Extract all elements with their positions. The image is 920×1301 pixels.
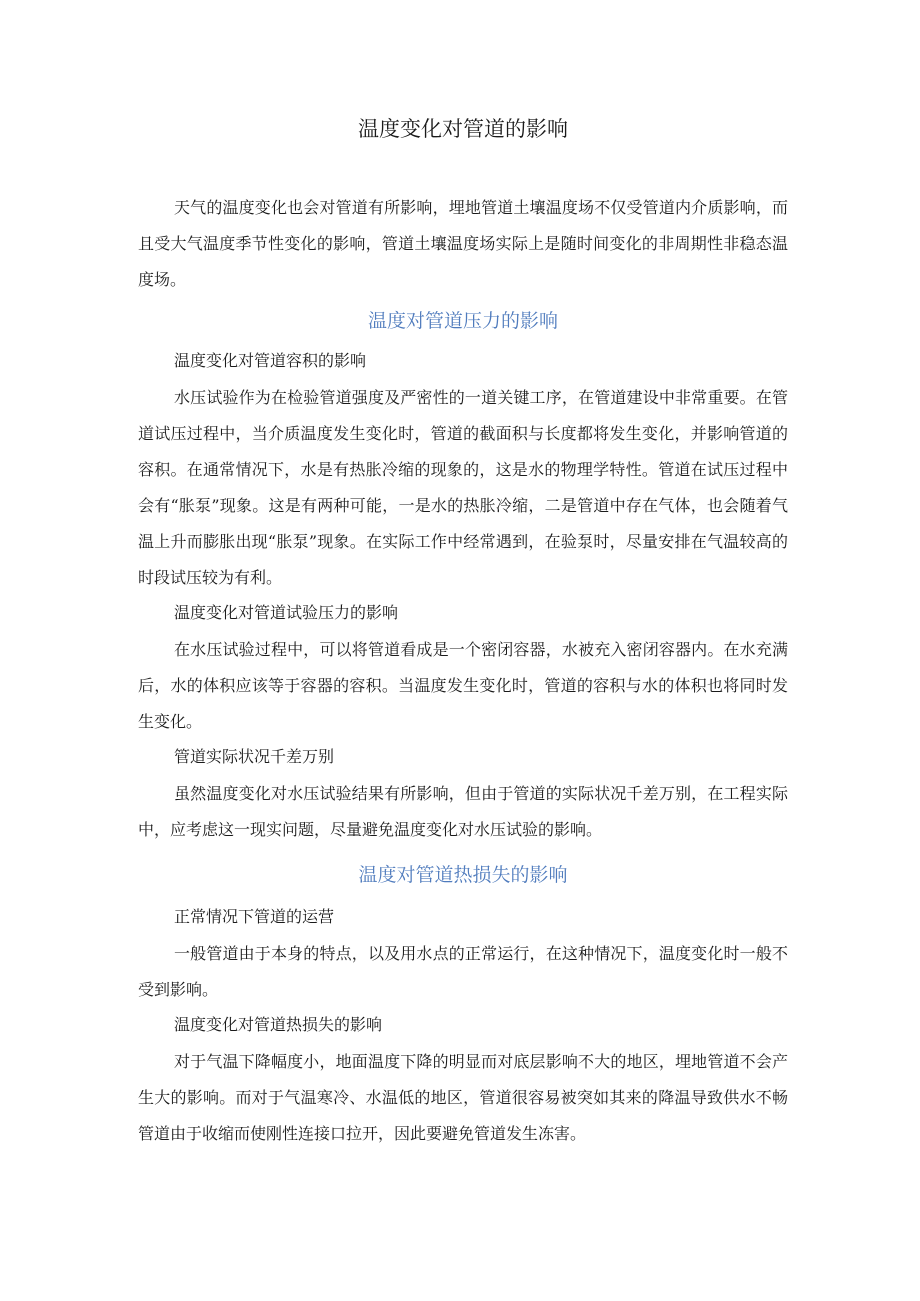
subsection-body-normal-operation: 一般管道由于本身的特点，以及用水点的正常运行，在这种情况下，温度变化时一般不受到影响。 (138, 944, 788, 999)
subsection-heading-test-pressure: 温度变化对管道试验压力的影响 (174, 603, 399, 622)
intro-paragraph: 天气的温度变化也会对管道有所影响，埋地管道土壤温度场不仅受管道内介质影响，而且受大气温度季节性变化的影响，管道土壤温度场实际上是随时间变化的非周期性非稳态温度场。 (138, 198, 788, 289)
subsection-heading-volume: 温度变化对管道容积的影响 (174, 351, 367, 370)
subsection-heading-heat-loss-effect: 温度变化对管道热损失的影响 (174, 1015, 383, 1034)
subsection-body-heat-loss-effect: 对于气温下降幅度小，地面温度下降的明显而对底层影响不大的地区，埋地管道不会产生大的影响。而对于气温寒冷、水温低的地区，管道很容易被突如其来的降温导致供水不畅管道由于收缩而使刚性连接口拉开，因此要避免管道发生冻害。 (138, 1052, 788, 1143)
subsection-body-volume: 水压试验作为在检验管道强度及严密性的一道关键工序，在管道建设中非常重要。在管道试压过程中，当介质温度发生变化时，管道的截面积与长度都将发生变化，并影响管道的容积。在通常情况下，水是有热胀冷缩的现象的，这是水的物理学特性。管道在试压过程中会有“胀泵”现象。这是有两种可能，一是水的热胀冷缩，二是管道中存在气体，也会随着气温上升而膨胀出现“胀泵”现象。在实际工作中经常遇到，在验泵时，尽量安排在气温较高的时段试压较为有利。 (138, 388, 788, 587)
subsection-heading-actual-condition: 管道实际状况千差万别 (174, 747, 335, 766)
document-title: 温度变化对管道的影响 (358, 117, 568, 141)
subsection-body-actual-condition: 虽然温度变化对水压试验结果有所影响，但由于管道的实际状况千差万别，在工程实际中，应考虑这一现实问题，尽量避免温度变化对水压试验的影响。 (138, 784, 788, 839)
subsection-heading-normal-operation: 正常情况下管道的运营 (174, 907, 335, 926)
subsection-body-test-pressure: 在水压试验过程中，可以将管道看成是一个密闭容器，水被充入密闭容器内。在水充满后，水的体积应该等于容器的容积。当温度发生变化时，管道的容积与水的体积也将同时发生变化。 (138, 640, 788, 731)
section-heading-pressure: 温度对管道压力的影响 (367, 310, 558, 332)
section-heading-heat-loss: 温度对管道热损失的影响 (358, 864, 568, 886)
